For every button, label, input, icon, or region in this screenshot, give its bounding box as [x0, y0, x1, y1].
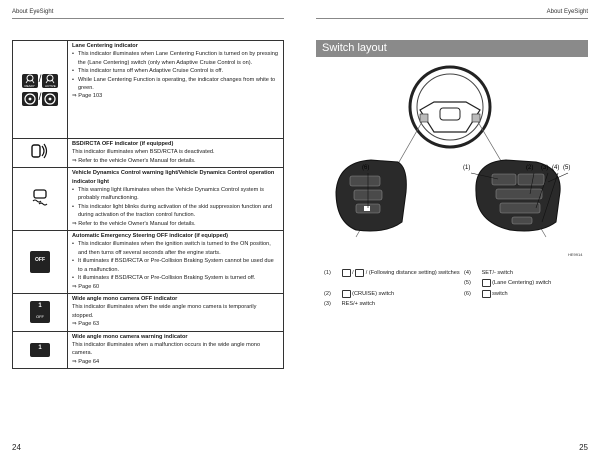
indicator-row: [13, 331, 284, 369]
camera-warning-icon: [30, 343, 50, 357]
legend-item-4: (4) SET/- switch: [464, 270, 513, 276]
indicator-text: This indicator illuminates when the wide angle mono camera is temporarily stopped.: [72, 304, 257, 319]
indicator-row: [13, 231, 284, 294]
indicator-title: Wide angle mono camera OFF indicator: [72, 295, 178, 302]
indicator-text: This indicator illuminates when BSD/RCTA is deactivated.: [72, 149, 215, 156]
legend-item-2: (2) (CRUISE) switch: [324, 291, 395, 297]
distance-up-icon: [342, 269, 351, 277]
camera-off-icon-cell: [13, 293, 68, 331]
camera-number: 1: [38, 303, 42, 310]
overview-wheel: [410, 67, 490, 147]
bsd-rcta-off-icon-cell: [13, 139, 68, 168]
active-label: ACTIVE: [44, 83, 56, 88]
indicator-bullet: • This indicator turns off when Adaptive Cruise Control is off.: [72, 67, 279, 75]
legend-item-6: (6) switch: [464, 291, 508, 297]
vehicle-skid-icon: [30, 188, 50, 209]
vdc-icon-cell: [13, 168, 68, 231]
camera-warning-icon-cell: [13, 331, 68, 369]
aes-off-label: OFF: [35, 256, 45, 263]
steering-hands-icon: [22, 92, 38, 106]
indicator-bullet: • This indicator light blinks during activation of the skid suppression function and during activation of the traction control function.: [72, 203, 279, 220]
page-number-left: 24: [12, 443, 21, 452]
page-reference: ⇒ Page 63: [72, 321, 100, 328]
distance-down-icon: [355, 269, 364, 277]
cruise-icon: [342, 290, 351, 298]
indicator-bullet: • This warning light illuminates when the Vehicle Dynamics Control system is probably malfunctioning.: [72, 186, 279, 203]
steering-wheel-drawing: [316, 62, 588, 262]
indicator-text: This indicator illuminates when a malfunction occurs in the wide angle mono camera.: [72, 341, 261, 357]
indicator-title: Wide angle mono camera warning indicator: [72, 333, 188, 340]
indicator-row: [13, 41, 284, 139]
page-reference: ⇒ Page 64: [72, 358, 100, 365]
ready-label: READY: [24, 83, 35, 88]
callout-1: (1): [463, 165, 471, 171]
switch-layout-illustration: [316, 62, 588, 262]
header-rule-right: [316, 18, 588, 19]
indicator-table: [12, 40, 284, 369]
callout-5: (5): [563, 165, 571, 171]
aes-off-icon-cell: [13, 231, 68, 294]
legend-item-3: (3) RES/+ switch: [324, 301, 375, 307]
figure-id: HE9914: [568, 252, 583, 257]
callout-2: (2): [526, 165, 534, 171]
lane-centering-active-icon: [42, 74, 58, 88]
lane-centering-switch-icon: [482, 279, 491, 287]
camera-off-label: OFF: [36, 314, 44, 320]
page-reference: ⇒ Page 103: [72, 93, 103, 100]
info-switch-icon: [482, 290, 491, 298]
aes-off-icon: [30, 251, 50, 273]
indicator-bullet: • This indicator illuminates when Lane Centering Function is turned on by pressing the (Lane Centering) switch (only when Adaptive Cruise Control is on).: [72, 50, 279, 67]
section-title: Switch layout: [316, 40, 588, 57]
left-switch-panel: [336, 160, 406, 231]
header-rule-left: [12, 18, 284, 19]
indicator-title: BSD/RCTA OFF indicator (if equipped): [72, 141, 174, 147]
running-header-right: About EyeSight: [546, 9, 588, 15]
callout-6: (6): [362, 165, 370, 171]
indicator-bullet: • This indicator illuminates when the ignition switch is turned to the ON position, and then turns off several seconds after the engine starts.: [72, 240, 279, 257]
indicator-title: Vehicle Dynamics Control warning light/Vehicle Dynamics Control operation indicator light: [72, 170, 275, 185]
running-header-left: About EyeSight: [12, 9, 54, 15]
legend-item-1: (1) / / (Following distance setting) switches: [324, 270, 460, 276]
page-number-right: 25: [579, 443, 588, 452]
page-reference: ⇒ Page 60: [72, 283, 100, 290]
indicator-bullet: • It illuminates if BSD/RCTA or Pre-Collision Braking System cannot be used due to a malfunction.: [72, 257, 279, 274]
indicator-bullet: • While Lane Centering Function is operating, the indicator changes from white to green.: [72, 76, 279, 93]
page-reference: ⇒ Refer to the vehicle Owner's Manual for details.: [72, 220, 196, 227]
callout-4: (4): [552, 165, 560, 171]
camera-off-icon: [30, 301, 50, 323]
page-reference: ⇒ Refer to the vehicle Owner's Manual for details.: [72, 157, 196, 164]
lane-centering-icon-cell: READY / ACTIVE /: [13, 41, 68, 139]
legend-item-5: (5) (Lane Centering) switch: [464, 280, 552, 286]
indicator-row: [13, 139, 284, 168]
indicator-row: [13, 293, 284, 331]
callout-3: (3): [541, 165, 549, 171]
steering-hands-warning-icon: [42, 92, 58, 106]
lane-centering-ready-icon: [22, 74, 38, 88]
indicator-bullet: • It illuminates if BSD/RCTA or Pre-Collision Braking System is turned off.: [72, 274, 279, 282]
indicator-row: [13, 168, 284, 231]
camera-number: 1: [38, 344, 42, 351]
indicator-title: Automatic Emergency Steering OFF indicator (if equipped): [72, 233, 229, 240]
indicator-title: Lane Centering indicator: [72, 43, 138, 49]
bsd-rcta-off-icon: [30, 142, 50, 163]
